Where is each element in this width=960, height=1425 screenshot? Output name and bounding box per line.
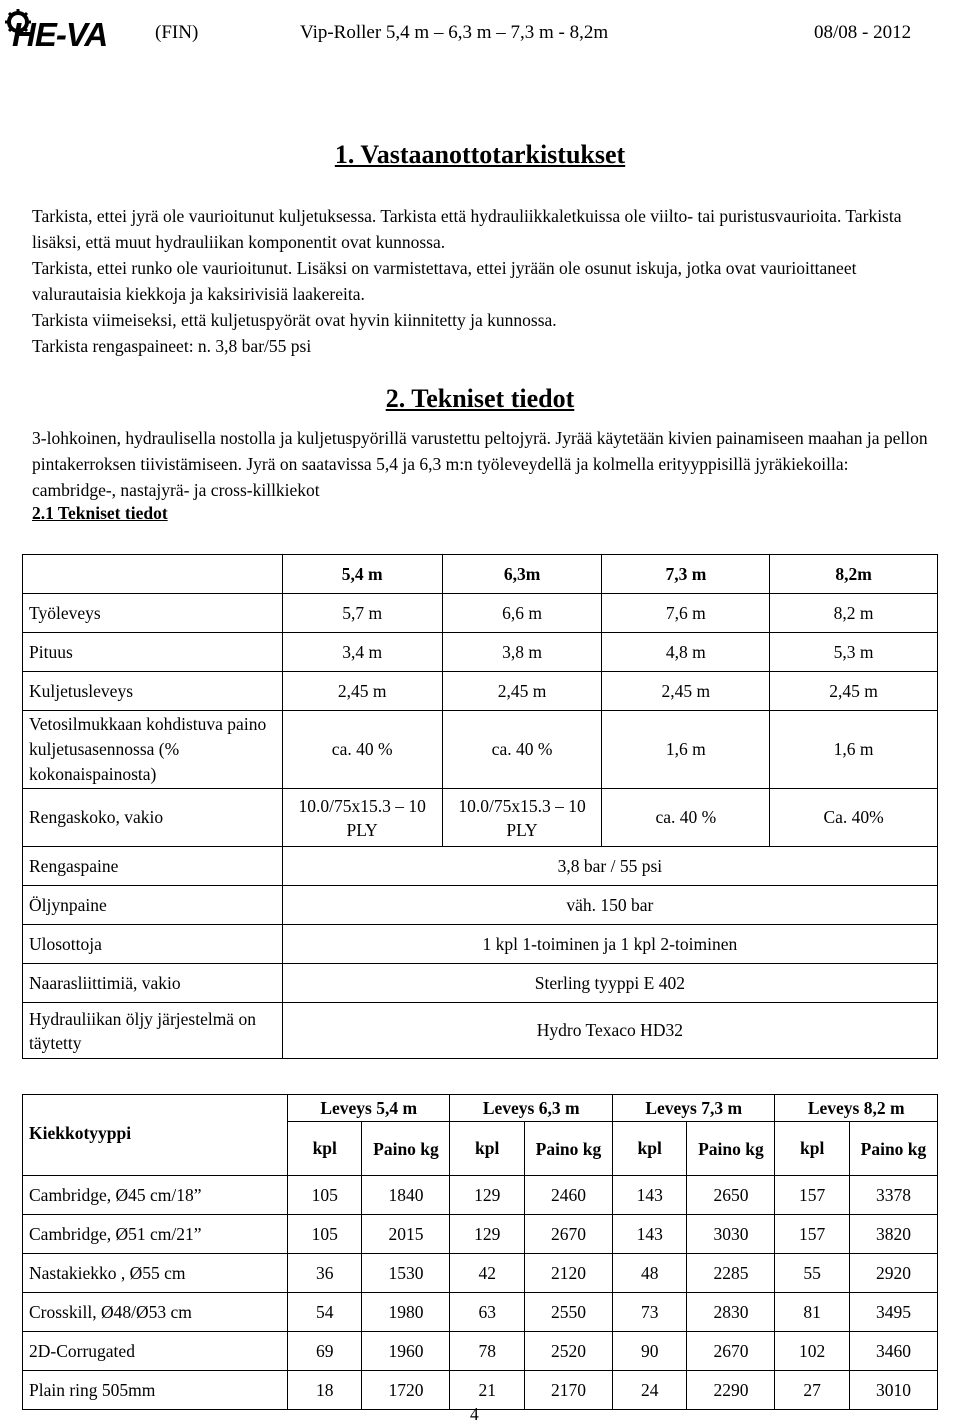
disc-type: Cambridge, Ø45 cm/18” [23, 1176, 288, 1215]
cell: 2170 [524, 1371, 612, 1410]
row-label: Pituus [23, 633, 283, 672]
section1-body [32, 203, 932, 359]
cell: 3378 [849, 1176, 937, 1215]
cell: 2285 [687, 1254, 775, 1293]
row-label: Vetosilmukkaan kohdistuva paino kuljetusasennossa (% kokonaispainosta) [23, 711, 283, 789]
row-label: Ulosottoja [23, 925, 283, 964]
cell: 2290 [687, 1371, 775, 1410]
cell: 2550 [524, 1293, 612, 1332]
cell: 3030 [687, 1215, 775, 1254]
paragraph: Tarkista, ettei jyrä ole vaurioitunut kuljetuksessa. Tarkista että hydrauliikkaletkuissa ole viilto- tai puristusvaurioita. Tarkista lisäksi, että muut hydrauliikan komponentit ovat kunnossa. [32, 206, 902, 252]
table-row [23, 964, 938, 1003]
column-header: 5,4 m [282, 555, 442, 594]
column-header: 8,2m [770, 555, 938, 594]
document-title: Vip-Roller 5,4 m – 6,3 m – 7,3 m - 8,2m [300, 22, 609, 43]
table-row [23, 886, 938, 925]
cell: 1840 [362, 1176, 450, 1215]
cell: 2670 [687, 1332, 775, 1371]
disc-type: Crosskill, Ø48/Ø53 cm [23, 1293, 288, 1332]
section1-heading: 1. Vastaanottotarkistukset [334, 140, 626, 169]
row-label: Naarasliittimiä, vakio [23, 964, 283, 1003]
cell: 78 [450, 1332, 525, 1371]
cell: 2,45 m [282, 672, 442, 711]
paragraph: Tarkista, ettei runko ole vaurioitunut. Lisäksi on varmistettava, ettei jyrään ole osunut iskuja, jotka ovat vaurioittaneet valurautaisia kiekkoja ja kaksirivisiä laakereita. [32, 258, 857, 304]
cell: 3460 [849, 1332, 937, 1371]
table-row [23, 925, 938, 964]
cell: ca. 40 % [442, 711, 602, 789]
table-row [23, 1215, 938, 1254]
row-label: Kuljetusleveys [23, 672, 283, 711]
table-row [23, 1371, 938, 1410]
cell: 2,45 m [602, 672, 770, 711]
cell: 3,8 bar / 55 psi [282, 847, 937, 886]
cell: 2520 [524, 1332, 612, 1371]
cell: 3,8 m [442, 633, 602, 672]
cell: 81 [775, 1293, 850, 1332]
cell: 24 [612, 1371, 687, 1410]
cell: 5,3 m [770, 633, 938, 672]
group-header: Leveys 5,4 m [287, 1095, 449, 1122]
group-header: Leveys 7,3 m [612, 1095, 774, 1122]
table-row [23, 633, 938, 672]
cell: 2015 [362, 1215, 450, 1254]
cell: 27 [775, 1371, 850, 1410]
column-header: Paino kg [362, 1122, 450, 1176]
cell: 1 kpl 1-toiminen ja 1 kpl 2-toiminen [282, 925, 937, 964]
cell: 1530 [362, 1254, 450, 1293]
cell: 157 [775, 1176, 850, 1215]
cell: 1960 [362, 1332, 450, 1371]
cell: 2670 [524, 1215, 612, 1254]
cell: 21 [450, 1371, 525, 1410]
table-row [23, 1332, 938, 1371]
row-label: Rengaspaine [23, 847, 283, 886]
row-label: Öljynpaine [23, 886, 283, 925]
cell: Ca. 40% [770, 789, 938, 847]
cell: 3010 [849, 1371, 937, 1410]
table-row [23, 672, 938, 711]
cell: ca. 40 % [602, 789, 770, 847]
cell: 1,6 m [602, 711, 770, 789]
cell: 69 [287, 1332, 362, 1371]
cell: Hydro Texaco HD32 [282, 1003, 937, 1059]
cell: 2650 [687, 1176, 775, 1215]
cell: 2920 [849, 1254, 937, 1293]
cell: 48 [612, 1254, 687, 1293]
cell: 1,6 m [770, 711, 938, 789]
cell: 129 [450, 1215, 525, 1254]
table-row [23, 1293, 938, 1332]
disc-type: Plain ring 505mm [23, 1371, 288, 1410]
cell: 2830 [687, 1293, 775, 1332]
section2-body: 3-lohkoinen, hydraulisella nostolla ja kuljetuspyörillä varustettu peltojyrä. Jyrää käytetään kivien painamiseen maahan ja pellon pintakerroksen tiivistämiseen. Jyrä on saatavissa 5,4 ja 6,3 m:n työleveydellä ja kolmella erityyppisillä jyräkiekoilla: cambridge-, nastajyrä- ja cross-killkiekot [32, 428, 928, 500]
group-header: Leveys 8,2 m [775, 1095, 938, 1122]
cell: 4,8 m [602, 633, 770, 672]
column-header: Paino kg [849, 1122, 937, 1176]
column-header: Paino kg [524, 1122, 612, 1176]
cell: 5,7 m [282, 594, 442, 633]
cell: 6,6 m [442, 594, 602, 633]
cell: 36 [287, 1254, 362, 1293]
cell: 54 [287, 1293, 362, 1332]
cell: ca. 40 % [282, 711, 442, 789]
row-label: Rengaskoko, vakio [23, 789, 283, 847]
cell: 63 [450, 1293, 525, 1332]
language-code: (FIN) [155, 22, 199, 43]
table-row [23, 711, 938, 789]
cell: 55 [775, 1254, 850, 1293]
disc-type: 2D-Corrugated [23, 1332, 288, 1371]
cell: väh. 150 bar [282, 886, 937, 925]
table-row [23, 1254, 938, 1293]
cell: 3820 [849, 1215, 937, 1254]
cell: 42 [450, 1254, 525, 1293]
column-header: kpl [450, 1122, 525, 1176]
cell: 1980 [362, 1293, 450, 1332]
cell: 8,2 m [770, 594, 938, 633]
cell: 143 [612, 1176, 687, 1215]
paragraph: Tarkista viimeiseksi, että kuljetuspyörät ovat hyvin kiinnitetty ja kunnossa. [32, 310, 557, 330]
column-header: kpl [287, 1122, 362, 1176]
cell: 3,4 m [282, 633, 442, 672]
cell: 73 [612, 1293, 687, 1332]
brand-name: HE-VA [12, 16, 108, 53]
cell: 2120 [524, 1254, 612, 1293]
cell: 10.0/75x15.3 – 10 PLY [282, 789, 442, 847]
disc-table [22, 1094, 938, 1410]
document-date: 08/08 - 2012 [814, 22, 912, 43]
cell: 102 [775, 1332, 850, 1371]
table-row [23, 594, 938, 633]
cell: Sterling tyyppi E 402 [282, 964, 937, 1003]
column-header: Paino kg [687, 1122, 775, 1176]
cell: 90 [612, 1332, 687, 1371]
table-row [23, 789, 938, 847]
page-number: 4 [470, 1404, 479, 1424]
cell: 105 [287, 1215, 362, 1254]
cell: 105 [287, 1176, 362, 1215]
table-row [23, 1003, 938, 1059]
row-label: Hydrauliikan öljy järjestelmä on täytetty [23, 1003, 283, 1059]
cell: 18 [287, 1371, 362, 1410]
disc-type: Cambridge, Ø51 cm/21” [23, 1215, 288, 1254]
type-header: Kiekkotyyppi [23, 1095, 288, 1176]
column-header: kpl [612, 1122, 687, 1176]
brand-logo [4, 8, 130, 56]
cell: 2460 [524, 1176, 612, 1215]
paragraph: Tarkista rengaspaineet: n. 3,8 bar/55 psi [32, 336, 312, 356]
column-header: 6,3m [442, 555, 602, 594]
group-header: Leveys 6,3 m [450, 1095, 612, 1122]
column-header: 7,3 m [602, 555, 770, 594]
cell: 10.0/75x15.3 – 10 PLY [442, 789, 602, 847]
column-header: kpl [775, 1122, 850, 1176]
disc-type: Nastakiekko , Ø55 cm [23, 1254, 288, 1293]
cell: 157 [775, 1215, 850, 1254]
table-header-row [23, 555, 938, 594]
cell: 3495 [849, 1293, 937, 1332]
cell: 2,45 m [770, 672, 938, 711]
cell: 2,45 m [442, 672, 602, 711]
table-header-row [23, 1095, 938, 1122]
row-label: Työleveys [23, 594, 283, 633]
section2-heading: 2. Tekniset tiedot [385, 384, 575, 413]
cell: 143 [612, 1215, 687, 1254]
table-row [23, 1176, 938, 1215]
table-row [23, 847, 938, 886]
spec-table [22, 554, 938, 1059]
cell: 1720 [362, 1371, 450, 1410]
cell: 129 [450, 1176, 525, 1215]
section2-subheading: 2.1 Tekniset tiedot [32, 503, 168, 523]
cell: 7,6 m [602, 594, 770, 633]
